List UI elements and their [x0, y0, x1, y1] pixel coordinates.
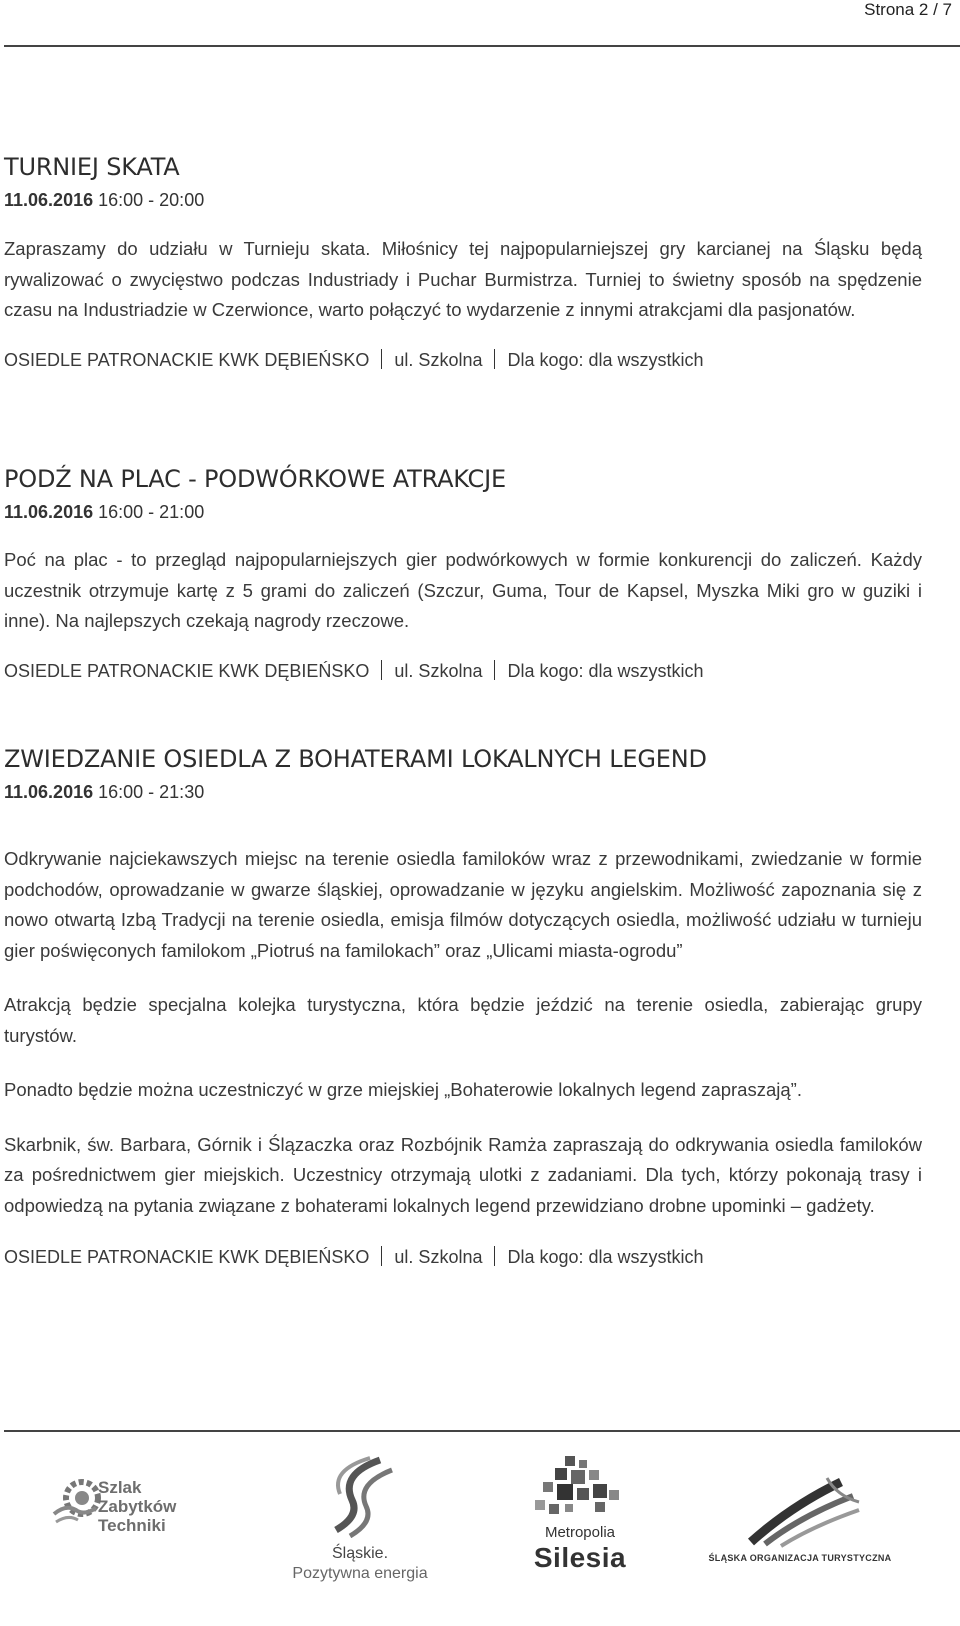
event-street: ul. Szkolna — [394, 660, 483, 681]
logo-text-line: Metropolia — [544, 1524, 616, 1541]
metropolia-silesia-logo — [515, 1456, 645, 1616]
event-title: TURNIEJ SKATA — [4, 153, 180, 181]
meta-separator — [494, 1246, 495, 1266]
meta-separator — [494, 349, 495, 369]
event-description: Zapraszamy do udziału w Turnieju skata. Miłośnicy tej najpopularniejszej gry karcianej na Śląsku będą rywalizować o zwycięstwo podczas Industriady i Puchar Burmistrza. Turniej to świetny sposób na spędzenie czasu na Industriadzie w Czerwionce, warto połączyć to wydarzenie z innymi atrakcjami dla pasjonatów. — [4, 238, 922, 320]
sun-swirl-icon — [320, 1456, 400, 1538]
event-date: 11.06.2016 — [4, 502, 94, 522]
event-location: OSIEDLE PATRONACKIE KWK DĘBIEŃSKO — [4, 349, 370, 370]
page-number: Strona 2 / 7 — [864, 0, 952, 19]
footer-logos — [0, 1440, 960, 1626]
event-title: ZWIEDZANIE OSIEDLA Z BOHATERAMI LOKALNYCH LEGEND — [4, 745, 707, 773]
event-description: Atrakcją będzie specjalna kolejka turystyczna, która będzie jeździć na terenie osiedla, zabierając grupy turystów. — [4, 994, 922, 1046]
event-datetime — [4, 777, 922, 807]
logo-text-line: Szlak — [98, 1478, 142, 1497]
event-description: Poć na plac - to przegląd najpopularniejszych gier podwórkowych w formie konkurencji do zaliczeń. Każdy uczestnik otrzymuje kartę z 5 grami do zaliczeń (Szczur, Guma, Tour de Kapsel, Myszka Miki gro w guziki i inne). Na najlepszych czekają nagrody rzeczowe. — [4, 549, 922, 631]
header-rule — [4, 45, 960, 47]
event-datetime — [4, 185, 922, 215]
wave-swoosh-icon — [741, 1476, 861, 1548]
event-datetime — [4, 497, 922, 527]
event-turniej-skata — [4, 152, 922, 374]
event-date: 11.06.2016 — [4, 190, 94, 210]
slaska-organizacja-turystyczna-logo — [705, 1476, 895, 1596]
szlak-zabytkow-techniki-logo — [52, 1470, 192, 1570]
event-meta — [4, 346, 922, 374]
event-street: ul. Szkolna — [394, 1247, 483, 1267]
meta-separator — [494, 660, 495, 680]
logo-text-line: Zabytków — [98, 1497, 177, 1516]
logo-text-line: Pozytywna energia — [292, 1565, 428, 1582]
footer-rule — [4, 1430, 960, 1432]
event-description: Odkrywanie najciekawszych miejsc na terenie osiedla familoków wraz z przewodnikami, zwiedzanie w formie podchodów, oprowadzanie w gwarze śląskiej, oprowadzanie w języku angielskim. Możliwość zapoznania się z nowo otwartą Izbą Tradycji na terenie osiedla, emisja filmów dotyczących osiedla, możliwość udziału w turnieju gier poświęconych familokom „Piotruś na familokach” oraz „Ulicami miasta-ogrodu” — [4, 848, 922, 961]
event-zwiedzanie-osiedla — [4, 744, 922, 1271]
event-date: 11.06.2016 — [4, 782, 94, 802]
logo-text-line: Śląskie. — [331, 1545, 389, 1562]
event-title: PODŹ NA PLAC - PODWÓRKOWE ATRAKCJE — [4, 465, 506, 493]
event-podz-na-plac — [4, 464, 922, 685]
event-time: 16:00 - 20:00 — [98, 190, 205, 210]
event-description: Skarbnik, św. Barbara, Górnik i Ślązaczka oraz Rozbójnik Ramża zapraszają do odkrywania osiedla familoków za pośrednictwem gier miejskich. Uczestnicy otrzymają ulotki z zadaniami. Dla tych, którzy pokonają trasy i odpowiedzą na pytania związane z bohaterami lokalnych legend przewidziano drobne upominki – gadżety. — [4, 1133, 922, 1216]
event-street: ul. Szkolna — [394, 349, 483, 370]
meta-separator — [381, 1246, 382, 1266]
event-time: 16:00 - 21:00 — [98, 502, 205, 522]
slaskie-pozytywna-energia-logo — [290, 1456, 430, 1616]
pixel-grid-icon — [535, 1456, 625, 1518]
event-audience: Dla kogo: dla wszystkich — [507, 660, 704, 681]
event-description: Ponadto będzie można uczestniczyć w grze miejskiej „Bohaterowie lokalnych legend zapraszają”. — [4, 1079, 802, 1100]
logo-text-line: ŚLĄSKA ORGANIZACJA TURYSTYCZNA — [708, 1553, 892, 1563]
meta-separator — [381, 349, 382, 369]
logo-text-line: Silesia — [533, 1542, 627, 1573]
event-meta — [4, 657, 922, 685]
event-audience: Dla kogo: dla wszystkich — [507, 349, 704, 370]
event-audience: Dla kogo: dla wszystkich — [507, 1247, 704, 1267]
gear-icon — [52, 1470, 102, 1530]
event-meta — [4, 1243, 922, 1271]
event-time: 16:00 - 21:30 — [98, 782, 205, 802]
meta-separator — [381, 660, 382, 680]
event-location: OSIEDLE PATRONACKIE KWK DĘBIEŃSKO — [4, 1247, 370, 1267]
event-location: OSIEDLE PATRONACKIE KWK DĘBIEŃSKO — [4, 660, 370, 681]
logo-text-line: Techniki — [98, 1516, 166, 1535]
